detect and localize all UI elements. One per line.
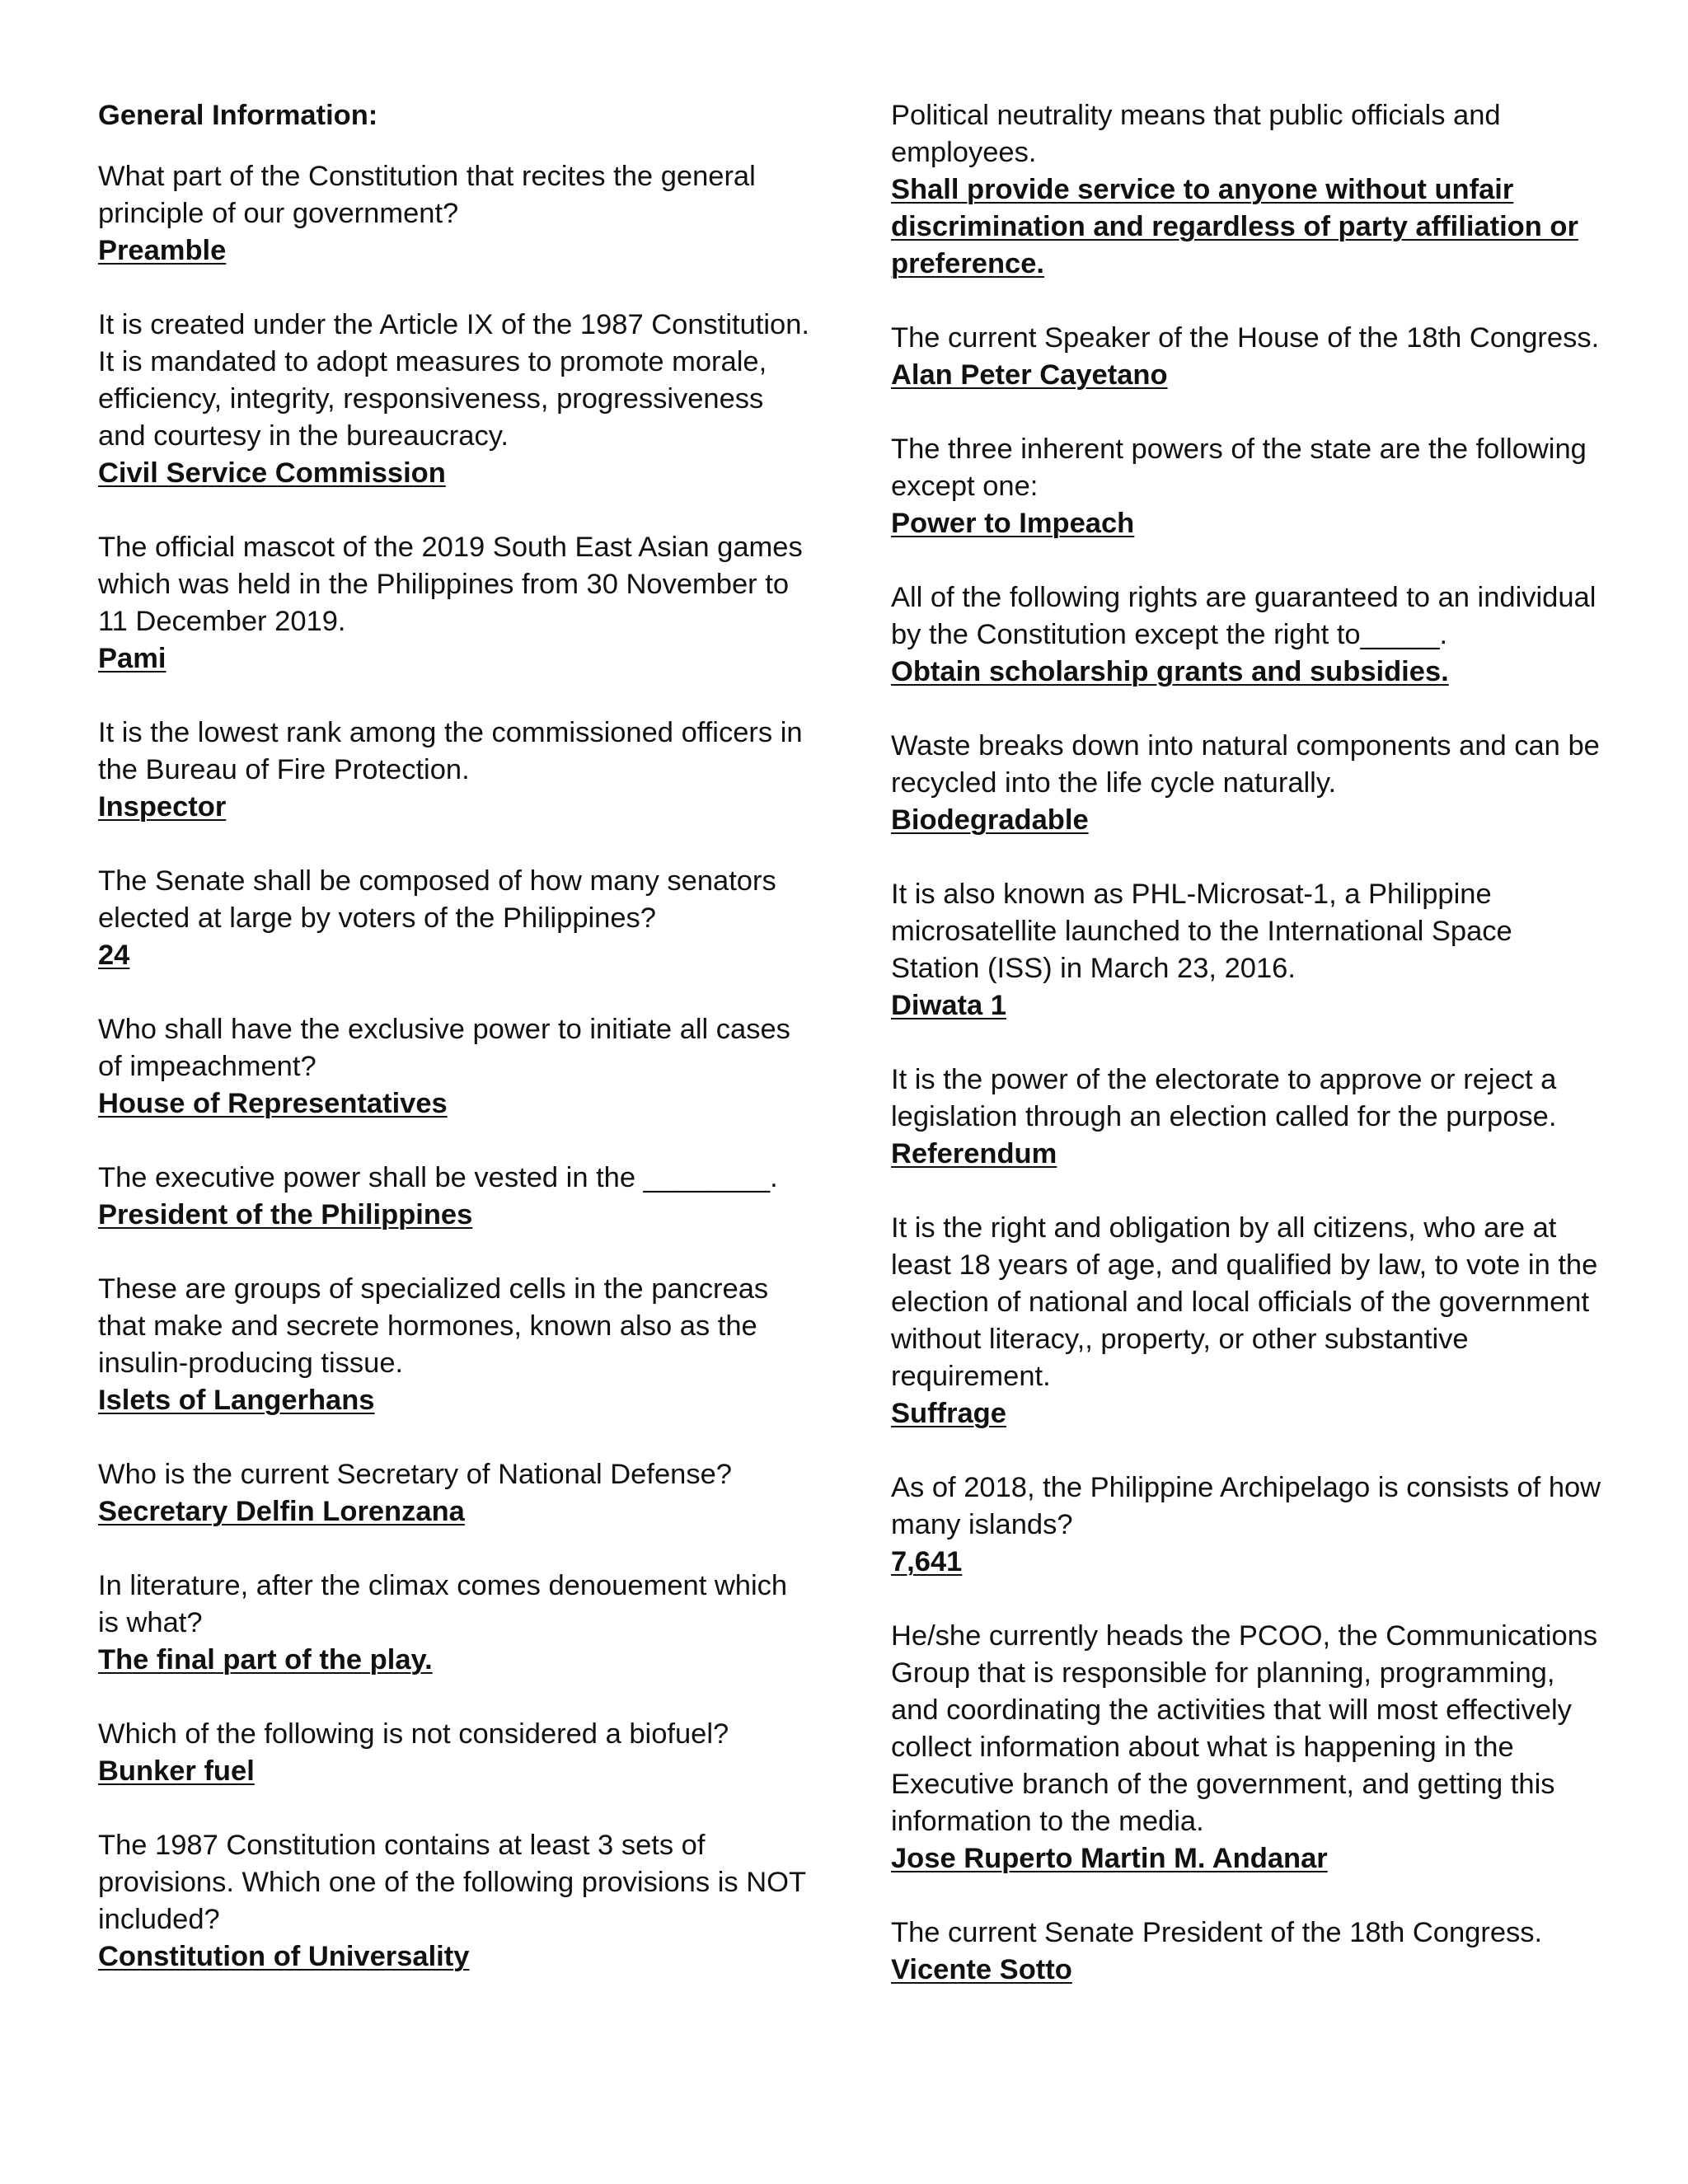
answer-text: House of Representatives (98, 1088, 448, 1119)
qa-item (891, 431, 1608, 542)
answer-text: Referendum (891, 1138, 1057, 1169)
answer-text: Preamble (98, 235, 227, 266)
qa-item (98, 1568, 815, 1679)
qa-item (891, 1469, 1608, 1581)
question-text: Waste breaks down into natural components and can be recycled into the life cycle naturally. (891, 730, 1600, 799)
qa-item (891, 579, 1608, 691)
question-text: The official mascot of the 2019 South East Asian games which was held in the Philippines from 30 November to 11 December 2019. (98, 532, 803, 637)
answer-text: President of the Philippines (98, 1199, 473, 1230)
qa-item (891, 1618, 1608, 1877)
answer-text: Biodegradable (891, 804, 1089, 836)
right-qa-list (891, 97, 1608, 1989)
qa-item (98, 529, 815, 677)
question-text: These are groups of specialized cells in the pancreas that make and secrete hormones, known also as the insulin-producing tissue. (98, 1273, 769, 1379)
answer-text: Power to Impeach (891, 508, 1135, 539)
qa-item (891, 320, 1608, 394)
qa-item (891, 1915, 1608, 1989)
answer-text: Diwata 1 (891, 990, 1006, 1021)
question-text: It is also known as PHL-Microsat-1, a Philippine microsatellite launched to the International Space Station (ISS) in March 23, 2016. (891, 879, 1512, 984)
question-text: It is created under the Article IX of the 1987 Constitution. It is mandated to adopt measures to promote morale, efficiency, integrity, responsiveness, progressiveness and courtesy in the bureaucracy. (98, 309, 810, 452)
answer-text: Inspector (98, 791, 227, 823)
answer-text: Shall provide service to anyone without unfair discrimination and regardless of party affiliation or preference. (891, 174, 1578, 279)
section-heading: General Information: (98, 100, 378, 131)
right-column (891, 97, 1608, 2026)
qa-item (98, 1271, 815, 1419)
left-column (98, 97, 815, 2013)
qa-item (98, 1456, 815, 1530)
question-text: What part of the Constitution that recites the general principle of our government? (98, 161, 756, 229)
question-text: As of 2018, the Philippine Archipelago is consists of how many islands? (891, 1472, 1601, 1540)
answer-text: Alan Peter Cayetano (891, 359, 1168, 391)
qa-item (98, 1827, 815, 1975)
qa-item (98, 1716, 815, 1790)
answer-text: Jose Ruperto Martin M. Andanar (891, 1843, 1328, 1874)
question-text: Which of the following is not considered a biofuel? (98, 1718, 729, 1750)
answer-text: Suffrage (891, 1398, 1006, 1429)
question-text: He/she currently heads the PCOO, the Communications Group that is responsible for planning, programming, and coordinating the activities that will most effectively collect information about what is happening in the Executive branch of the government, and getting this information to the media. (891, 1620, 1598, 1837)
qa-item (891, 97, 1608, 283)
question-text: In literature, after the climax comes denouement which is what? (98, 1570, 788, 1638)
answer-text: Vicente Sotto (891, 1954, 1072, 1985)
qa-item (891, 728, 1608, 839)
question-text: Who shall have the exclusive power to initiate all cases of impeachment? (98, 1014, 790, 1082)
question-text: It is the power of the electorate to approve or reject a legislation through an election called for the purpose. (891, 1064, 1557, 1132)
answer-text: Islets of Langerhans (98, 1385, 375, 1416)
qa-item (98, 1011, 815, 1122)
qa-item (98, 307, 815, 492)
answer-text: 24 (98, 940, 130, 971)
question-text: The current Speaker of the House of the 18th Congress. (891, 322, 1600, 354)
question-text: The 1987 Constitution contains at least 3 sets of provisions. Which one of the following provisions is NOT included? (98, 1830, 806, 1935)
qa-item (98, 863, 815, 974)
question-text: The current Senate President of the 18th Congress. (891, 1917, 1543, 1948)
qa-item (98, 1160, 815, 1234)
answer-text: The final part of the play. (98, 1644, 433, 1675)
question-text: The Senate shall be composed of how many senators elected at large by voters of the Philippines? (98, 865, 776, 934)
question-text: Political neutrality means that public officials and employees. (891, 100, 1501, 168)
question-text: All of the following rights are guaranteed to an individual by the Constitution except the right to_____. (891, 582, 1597, 650)
answer-text: Constitution of Universality (98, 1941, 470, 1972)
question-text: Who is the current Secretary of National Defense? (98, 1459, 732, 1490)
answer-text: Pami (98, 643, 166, 674)
qa-item (891, 1210, 1608, 1432)
qa-item (98, 158, 815, 269)
question-text: The three inherent powers of the state are the following except one: (891, 434, 1587, 502)
question-text: It is the lowest rank among the commissioned officers in the Bureau of Fire Protection. (98, 717, 803, 785)
answer-text: Obtain scholarship grants and subsidies. (891, 656, 1449, 687)
left-qa-list (98, 158, 815, 1975)
qa-item (98, 715, 815, 826)
question-text: It is the right and obligation by all citizens, who are at least 18 years of age, and qualified by law, to vote in the election of national and local officials of the government without literacy,, property, or other substantive requirement. (891, 1212, 1598, 1392)
answer-text: Secretary Delfin Lorenzana (98, 1496, 465, 1527)
qa-item (891, 1062, 1608, 1173)
qa-item (891, 876, 1608, 1024)
answer-text: Bunker fuel (98, 1755, 255, 1787)
question-text: The executive power shall be vested in the ________. (98, 1162, 778, 1193)
answer-text: Civil Service Commission (98, 457, 446, 489)
answer-text: 7,641 (891, 1546, 963, 1577)
